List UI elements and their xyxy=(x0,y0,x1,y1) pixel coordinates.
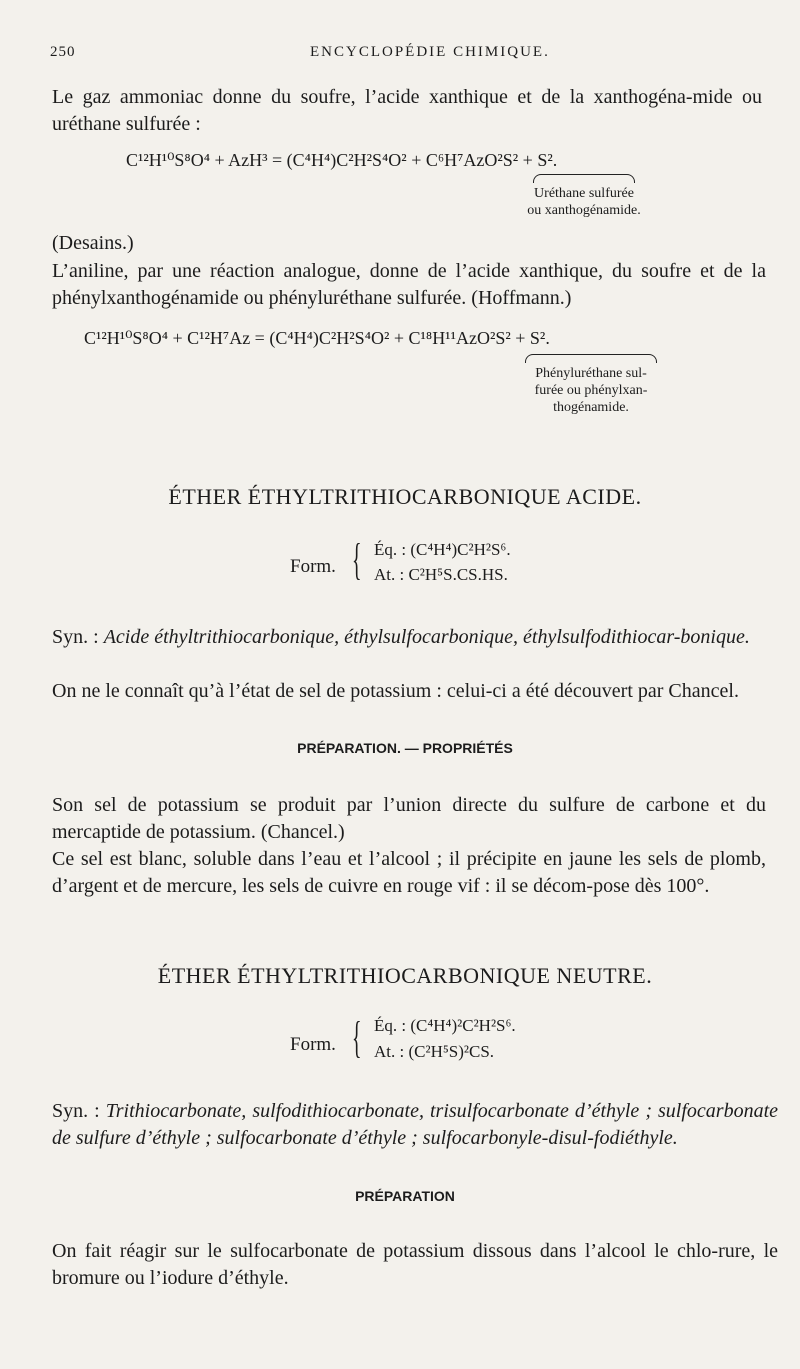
running-head: ENCYCLOPÉDIE CHIMIQUE. xyxy=(310,44,550,60)
synonyms-prefix: Syn. : xyxy=(52,1100,106,1122)
curly-brace: { xyxy=(352,535,362,584)
subsection-preparation-properties: PRÉPARATION. — PROPRIÉTÉS xyxy=(297,740,513,756)
formula-atomic: At. : C²H⁵S.CS.HS. xyxy=(374,565,508,584)
synonyms-acid-ether xyxy=(52,624,764,651)
brace-label-line: ou xanthogénamide. xyxy=(527,203,641,218)
page-number: 250 xyxy=(50,44,76,60)
brace-line xyxy=(533,174,635,183)
brace-label-line: Uréthane sulfurée xyxy=(534,186,634,201)
synonyms-neutral-ether xyxy=(52,1098,778,1152)
paragraph-neutral-preparation: On fait réagir sur le sulfocarbonate de potassium dissous dans l’alcool le chlo-rure, le bromure ou l’iodure d’éthyle. xyxy=(52,1240,778,1289)
equation-2-brace-annotation xyxy=(516,354,666,416)
paragraph-aniline: L’aniline, par une réaction analogue, donne de l’acide xanthique, du soufre et de la phénylxanthogénamide ou phényluréthane sulfurée. (Hoffmann.) xyxy=(52,260,766,309)
paragraph-potassium-salt: On ne le connaît qu’à l’état de sel de potassium : celui-ci a été découvert par Chancel. xyxy=(52,680,739,702)
formula-equivalent: Éq. : (C⁴H⁴)²C²H²S⁶. xyxy=(374,1016,516,1035)
paragraph-preparation: Son sel de potassium se produit par l’union directe du sulfure de carbone et du mercaptide de potassium. (Chancel.) xyxy=(52,794,766,843)
form-label: Form. xyxy=(290,1034,336,1055)
brace-label-line: Phényluréthane sul- xyxy=(535,366,647,381)
brace-label-line: thogénamide. xyxy=(553,400,629,415)
formula-equivalent: Éq. : (C⁴H⁴)C²H²S⁶. xyxy=(374,540,511,559)
form-label: Form. xyxy=(290,556,336,577)
synonyms-list: Trithiocarbonate, sulfodithiocarbonate, trisulfocarbonate d’éthyle ; sulfocarbonate de sulfure d’éthyle ; sulfocarbonate d’éthyle ; sulfocarbonyle-disul-fodiéthyle. xyxy=(52,1100,779,1149)
curly-brace: { xyxy=(352,1013,362,1062)
equation-1: C¹²H¹⁰S⁸O⁴ + AzH³ = (C⁴H⁴)C²H²S⁴O² + C⁶H⁷AzO²S² + S². xyxy=(126,150,558,170)
equation-1-brace-annotation xyxy=(504,174,664,219)
subsection-preparation: PRÉPARATION xyxy=(355,1188,455,1204)
synonyms-list: Acide éthyltrithiocarbonique, éthylsulfocarbonique, éthylsulfodithiocar-bonique. xyxy=(103,626,750,648)
paragraph-properties: Ce sel est blanc, soluble dans l’eau et l’alcool ; il précipite en jaune les sels de plomb, d’argent et de mercure, les sels de cuivre en rouge vif : il se décom-pose dès 100°. xyxy=(52,848,766,897)
equation-2: C¹²H¹⁰S⁸O⁴ + C¹²H⁷Az = (C⁴H⁴)C²H²S⁴O² + C¹⁸H¹¹AzO²S² + S². xyxy=(84,328,550,348)
paragraph-ammonia: Le gaz ammoniac donne du soufre, l’acide xanthique et de la xanthogéna-mide ou uréthane sulfurée : xyxy=(52,86,762,135)
page-header xyxy=(50,44,760,68)
citation-desains: (Desains.) xyxy=(52,232,134,254)
synonyms-prefix: Syn. : xyxy=(52,626,104,648)
formula-atomic: At. : (C²H⁵S)²CS. xyxy=(374,1042,495,1061)
section-title-neutral-ether: ÉTHER ÉTHYLTRITHIOCARBONIQUE NEUTRE. xyxy=(157,963,653,988)
brace-line xyxy=(525,354,657,363)
brace-label-line: furée ou phénylxan- xyxy=(534,383,648,398)
section-title-acid-ether: ÉTHER ÉTHYLTRITHIOCARBONIQUE ACIDE. xyxy=(168,484,642,509)
